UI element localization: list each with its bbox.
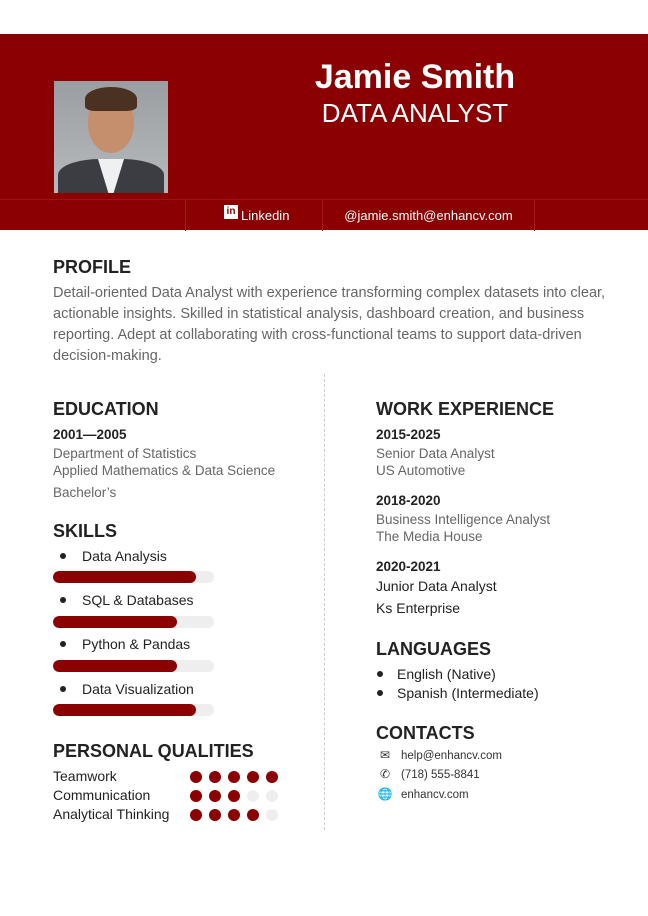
rating-dot-filled xyxy=(228,771,240,783)
profile-heading: PROFILE xyxy=(53,257,132,277)
qualities-heading: PERSONAL QUALITIES xyxy=(53,741,254,761)
rating-dot-filled xyxy=(266,771,278,783)
work-role: Business Intelligence Analyst xyxy=(376,512,551,527)
work-company: The Media House xyxy=(376,529,483,544)
quality-label: Communication xyxy=(53,787,151,803)
globe-icon: 🌐 xyxy=(377,787,393,801)
work-role: Junior Data Analyst xyxy=(376,578,497,594)
education-degree: Bachelor’s xyxy=(53,485,117,500)
rating-dot-filled xyxy=(209,809,221,821)
rating-dot-filled xyxy=(190,809,202,821)
contact-website[interactable]: enhancv.com xyxy=(401,789,469,801)
skill-bar xyxy=(53,616,214,628)
rating-dot-filled xyxy=(247,771,259,783)
quality-rating xyxy=(190,809,278,821)
skill-bar xyxy=(53,660,214,672)
linkedin-icon: in xyxy=(224,205,238,219)
profile-text: Detail-oriented Data Analyst with experience transforming complex datasets into clear, actionable insights. Skilled in statistical analysis, dashboard creation, and business reporting. Adept at collaborating with cross-functional teams to support data-driven decision-making. xyxy=(53,285,606,364)
quality-label: Teamwork xyxy=(53,768,117,784)
rating-dot-filled xyxy=(190,771,202,783)
rating-dot-filled xyxy=(190,790,202,802)
education-field: Applied Mathematics & Data Science xyxy=(53,463,276,478)
contact-email[interactable]: help@enhancv.com xyxy=(401,750,502,762)
language-item: English (Native) xyxy=(377,666,496,682)
job-title: DATA ANALYST xyxy=(321,98,509,128)
skills-heading: SKILLS xyxy=(53,521,118,541)
column-divider xyxy=(324,374,325,830)
contacts-heading: CONTACTS xyxy=(376,723,475,743)
skill-bar-fill xyxy=(53,571,196,583)
work-company: Ks Enterprise xyxy=(376,600,461,616)
envelope-icon: ✉ xyxy=(379,748,391,762)
education-department: Department of Statistics xyxy=(53,446,197,461)
skill-bar xyxy=(53,571,214,583)
quality-rating xyxy=(190,790,278,802)
rating-dot-filled xyxy=(209,790,221,802)
candidate-name: Jamie Smith xyxy=(314,58,516,96)
rating-dot-empty xyxy=(247,790,259,802)
languages-heading: LANGUAGES xyxy=(376,639,492,659)
skill-bar-fill xyxy=(53,704,196,716)
education-dates: 2001—2005 xyxy=(53,427,127,442)
rating-dot-empty xyxy=(266,790,278,802)
contact-phone[interactable]: (718) 555-8841 xyxy=(401,769,480,781)
skill-bar-fill xyxy=(53,660,177,672)
work-dates: 2020-2021 xyxy=(376,559,441,574)
linkedin-link[interactable] xyxy=(185,200,322,231)
rating-dot-filled xyxy=(247,809,259,821)
skill-bar-fill xyxy=(53,616,177,628)
work-heading: WORK EXPERIENCE xyxy=(376,399,555,419)
skill-bar xyxy=(53,704,214,716)
phone-icon: ✆ xyxy=(379,767,391,781)
rating-dot-empty xyxy=(266,809,278,821)
work-dates: 2018-2020 xyxy=(376,493,441,508)
header-email-link[interactable]: @jamie.smith@enhancv.com xyxy=(322,200,535,231)
work-dates: 2015-2025 xyxy=(376,427,441,442)
quality-label: Analytical Thinking xyxy=(53,806,170,822)
skill-label: Python & Pandas xyxy=(60,636,190,652)
skill-label: Data Analysis xyxy=(60,548,167,564)
rating-dot-filled xyxy=(228,809,240,821)
linkedin-label: Linkedin xyxy=(241,208,290,223)
skill-label: SQL & Databases xyxy=(60,592,194,608)
education-heading: EDUCATION xyxy=(53,399,159,419)
header-contact-row xyxy=(0,199,648,230)
work-role: Senior Data Analyst xyxy=(376,446,495,461)
quality-rating xyxy=(190,771,278,783)
rating-dot-filled xyxy=(228,790,240,802)
skill-label: Data Visualization xyxy=(60,681,194,697)
rating-dot-filled xyxy=(209,771,221,783)
language-item: Spanish (Intermediate) xyxy=(377,685,539,701)
profile-photo xyxy=(54,81,168,193)
work-company: US Automotive xyxy=(376,463,466,478)
